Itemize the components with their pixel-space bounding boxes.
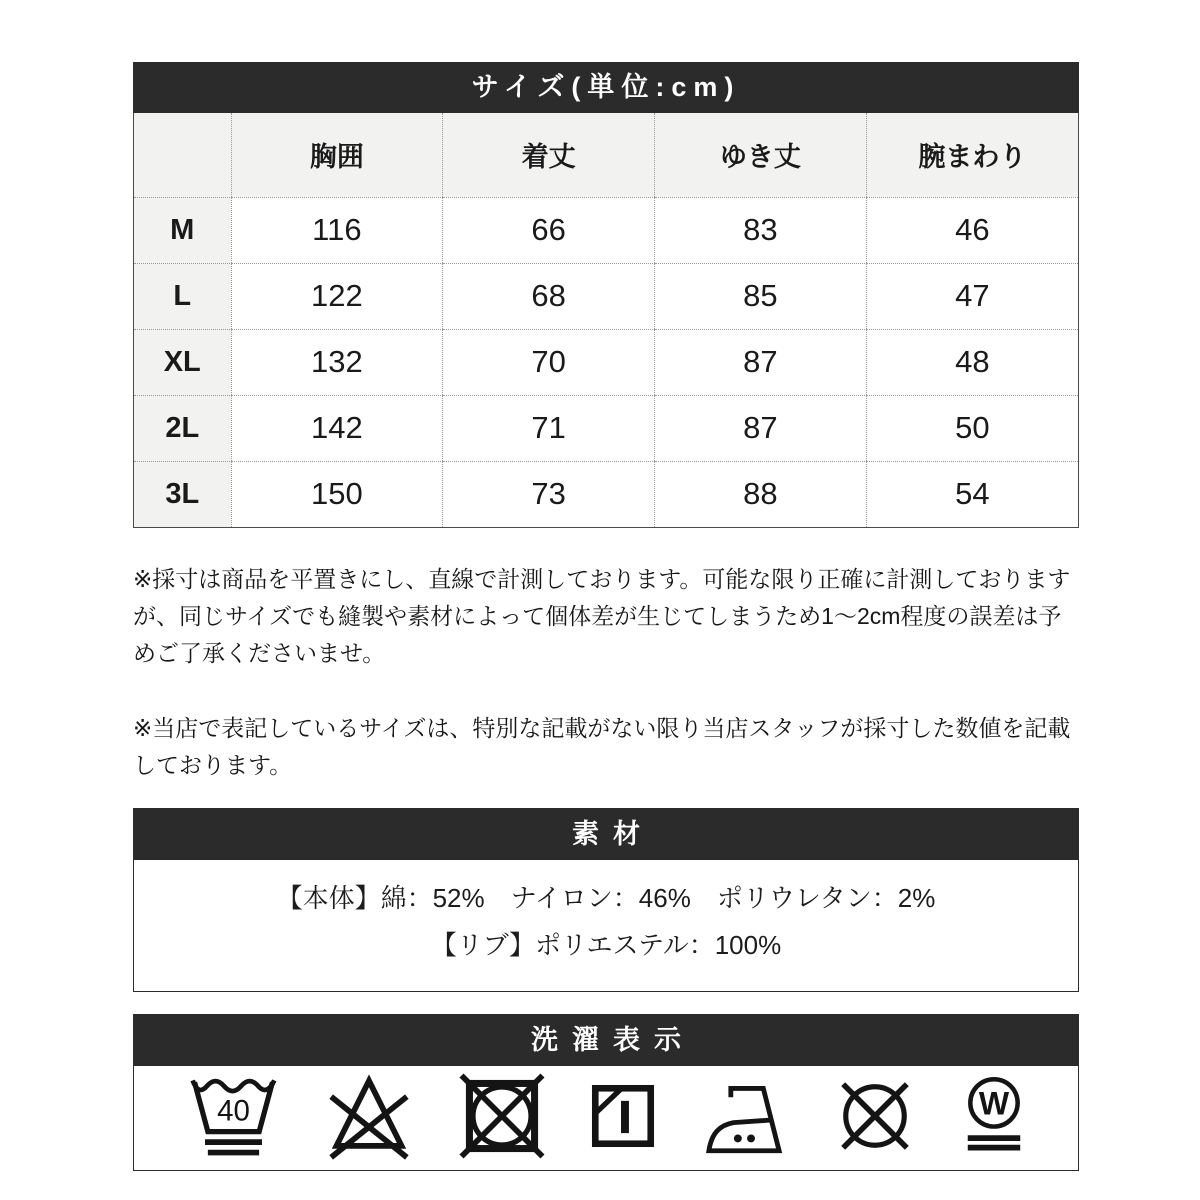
size-column-header: 腕まわり — [866, 113, 1078, 197]
wash-40-very-gentle-icon — [186, 1069, 281, 1163]
measurement-cell: 71 — [443, 395, 655, 461]
iron-medium-two-dots-icon — [700, 1077, 788, 1156]
measurement-cell: 46 — [866, 197, 1078, 263]
care-section-title: 洗濯表示 — [134, 1015, 1078, 1066]
size-column-header: 着丈 — [443, 113, 655, 197]
measurement-cell: 48 — [866, 329, 1078, 395]
measurement-cell: 132 — [231, 329, 443, 395]
material-section-title: 素材 — [134, 809, 1078, 860]
spec-content — [133, 62, 1079, 1171]
size-table-head — [134, 113, 1078, 197]
do-not-dry-clean-icon — [832, 1073, 918, 1159]
care-section — [133, 1014, 1079, 1171]
size-label: M — [134, 197, 231, 263]
measurement-cell: 47 — [866, 263, 1078, 329]
measurement-cell: 150 — [231, 461, 443, 527]
size-row — [134, 197, 1078, 263]
measurement-cell: 87 — [655, 395, 867, 461]
measurement-notes — [133, 561, 1079, 784]
size-label: XL — [134, 329, 231, 395]
size-label: 3L — [134, 461, 231, 527]
size-row — [134, 395, 1078, 461]
do-not-tumble-dry-icon — [457, 1072, 547, 1160]
wet-clean-very-gentle-icon — [962, 1076, 1026, 1156]
measurement-cell: 142 — [231, 395, 443, 461]
measurement-cell: 83 — [655, 197, 867, 263]
size-label: L — [134, 263, 231, 329]
material-body — [134, 860, 1078, 991]
size-table-body — [134, 197, 1078, 527]
line-dry-in-shade-icon — [590, 1082, 656, 1150]
size-table — [134, 113, 1078, 527]
measurement-cell: 116 — [231, 197, 443, 263]
size-section-title: サイズ(単位:cm) — [133, 62, 1079, 113]
material-line-main: 【本体】綿：52% ナイロン：46% ポリウレタン：2% — [276, 883, 936, 913]
size-section — [133, 62, 1079, 528]
size-column-header: 胸囲 — [231, 113, 443, 197]
measurement-cell: 73 — [443, 461, 655, 527]
measurement-cell: 87 — [655, 329, 867, 395]
care-icons-row — [134, 1066, 1078, 1170]
measurement-cell: 68 — [443, 263, 655, 329]
measurement-cell: 88 — [655, 461, 867, 527]
wash-temperature-label: 40 — [217, 1094, 250, 1128]
size-table-wrap — [133, 113, 1079, 528]
measurement-cell: 54 — [866, 461, 1078, 527]
measurement-cell: 70 — [443, 329, 655, 395]
wet-clean-letter: W — [978, 1085, 1010, 1122]
size-row — [134, 263, 1078, 329]
size-header-row — [134, 113, 1078, 197]
material-section — [133, 808, 1079, 992]
size-column-header: ゆき丈 — [655, 113, 867, 197]
measurement-cell: 122 — [231, 263, 443, 329]
do-not-bleach-icon — [325, 1072, 413, 1160]
size-label: 2L — [134, 395, 231, 461]
size-row — [134, 461, 1078, 527]
measurement-cell: 85 — [655, 263, 867, 329]
size-table-corner-cell — [134, 113, 231, 197]
measurement-cell: 66 — [443, 197, 655, 263]
note-staff-measured: ※当店で表記しているサイズは、特別な記載がない限り当店スタッフが採寸した数値を記載しております。 — [133, 715, 1071, 778]
material-line-rib: 【リブ】ポリエステル：100% — [430, 930, 782, 960]
note-measurement-tolerance: ※採寸は商品を平置きにし、直線で計測しております。可能な限り正確に計測しておりますが、同じサイズでも縫製や素材によって個体差が生じてしまうため1〜2cm程度の誤差は予めご了承くださいませ。 — [133, 566, 1071, 666]
measurement-cell: 50 — [866, 395, 1078, 461]
size-row — [134, 329, 1078, 395]
